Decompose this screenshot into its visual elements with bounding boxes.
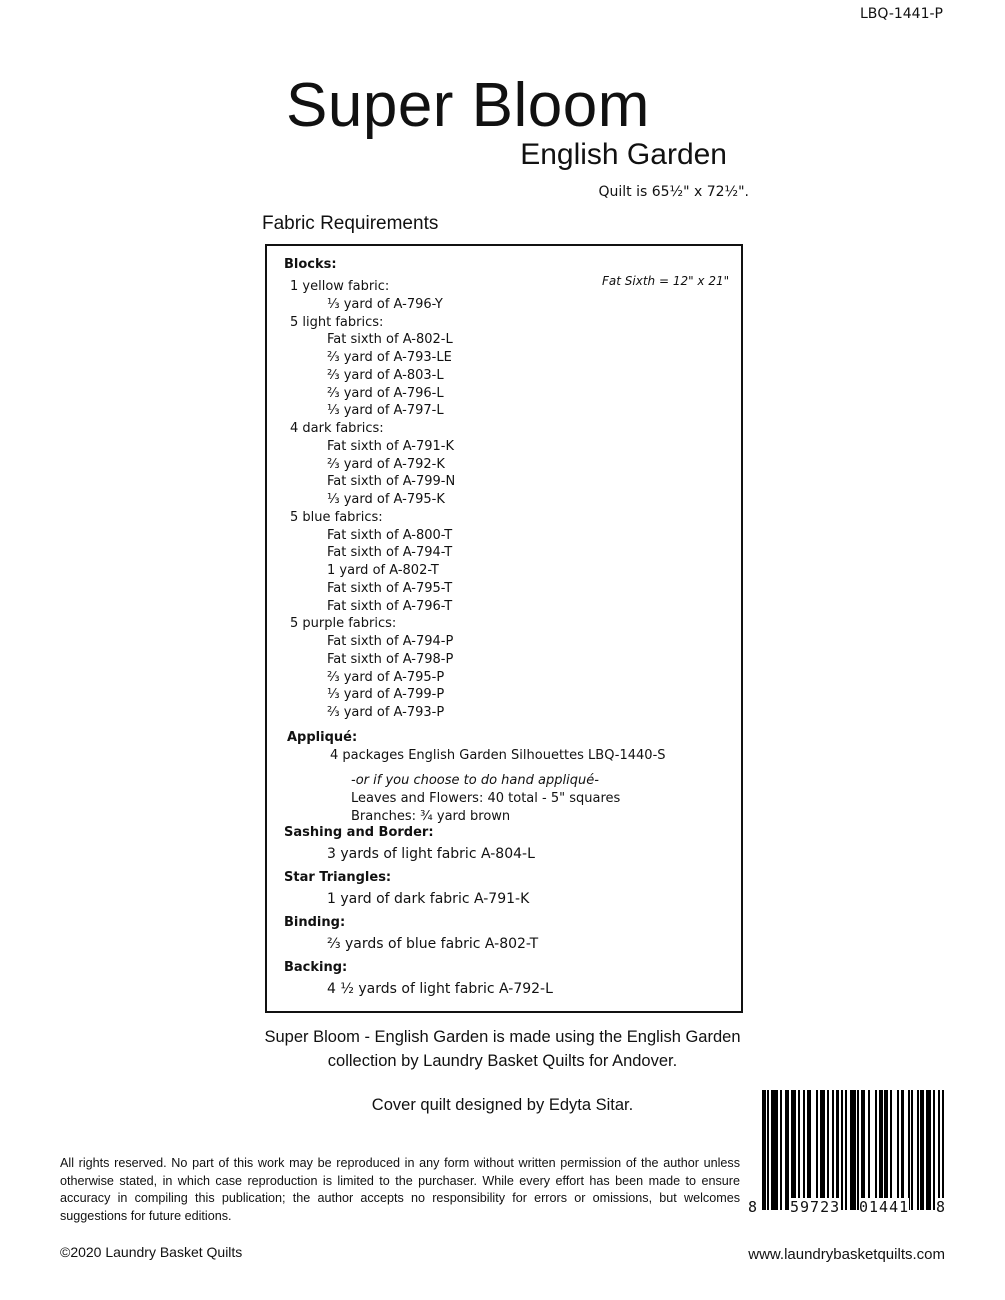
fabric-item: Fat sixth of A-791-K [327, 438, 455, 454]
fabric-group: 4 dark fabrics: [290, 421, 384, 436]
barcode-bar [868, 1090, 870, 1210]
barcode-bar [780, 1090, 782, 1210]
fabric-item: 3 yards of light fabric A-804-L [327, 846, 535, 862]
barcode-bar [933, 1090, 935, 1210]
fabric-item: ⅓ yard of A-796-Y [327, 296, 443, 312]
barcode-bar [901, 1090, 905, 1210]
barcode-bar [762, 1090, 766, 1210]
barcode-bar [875, 1090, 877, 1210]
barcode-bar [850, 1090, 855, 1210]
fabric-group: 5 purple fabrics: [290, 616, 397, 632]
barcode-bar [816, 1090, 818, 1210]
fabric-item: ⅓ yard of A-797-L [327, 403, 444, 419]
applique-alt-line: Branches: ¾ yard brown [351, 809, 511, 824]
barcode-right-digits: 01441 [859, 1198, 910, 1216]
product-code: LBQ-1441-P [860, 6, 943, 22]
barcode-bar [879, 1090, 883, 1210]
section-heading-blocks: Blocks: [284, 257, 337, 272]
barcode-bar [942, 1090, 944, 1210]
barcode-bar [832, 1090, 834, 1210]
fabric-group: 5 blue fabrics: [290, 509, 383, 525]
barcode-bar [798, 1090, 800, 1210]
barcode-bar [884, 1090, 888, 1210]
fat-sixth-note: Fat Sixth = 12" x 21" [602, 274, 730, 288]
collection-line-2: collection by Laundry Basket Quilts for Andover. [327, 1052, 678, 1070]
fabric-group: 5 light fabrics: [290, 314, 384, 330]
copyright: ©2020 Laundry Basket Quilts [60, 1244, 243, 1260]
barcode-bar [920, 1090, 924, 1210]
fabric-item: Fat sixth of A-794-T [327, 545, 453, 561]
barcode-bar [771, 1090, 778, 1210]
fabric-item: Fat sixth of A-798-P [327, 651, 454, 667]
fabric-item: ⅓ yard of A-799-P [327, 687, 445, 703]
barcode-bar [897, 1090, 899, 1210]
fabric-requirements-heading: Fabric Requirements [262, 213, 439, 234]
fabric-item: Fat sixth of A-794-P [327, 634, 454, 649]
section-heading: Binding: [284, 915, 346, 930]
barcode-bar [911, 1090, 913, 1210]
fabric-item: Fat sixth of A-799-N [327, 474, 456, 490]
applique-alt-note: -or if you choose to do hand appliqué- [351, 773, 599, 788]
barcode-bar [767, 1090, 769, 1210]
fabric-item: ⅔ yard of A-803-L [327, 367, 444, 383]
barcode-bar [917, 1090, 919, 1210]
section-heading: Sashing and Border: [284, 825, 434, 840]
barcode-bar [926, 1090, 931, 1210]
barcode-bar [807, 1090, 811, 1210]
fabric-item: ⅓ yard of A-795-K [327, 492, 445, 507]
section-heading: Star Triangles: [284, 870, 392, 885]
barcode-bar [803, 1090, 805, 1210]
fabric-group: 1 yellow fabric: [290, 279, 390, 294]
barcode-bar [938, 1090, 940, 1210]
quilt-size: Quilt is 65½" x 72½". [598, 184, 749, 200]
section-heading-applique: Appliqué: [287, 730, 358, 745]
barcode-lead-digit: 8 [748, 1198, 758, 1216]
fabric-item: Fat sixth of A-795-T [327, 580, 453, 596]
fabric-item: ⅔ yard of A-792-K [327, 456, 445, 472]
fabric-item: ⅔ yard of A-793-LE [327, 350, 452, 365]
applique-alt-line: Leaves and Flowers: 40 total - 5" squares [351, 791, 621, 806]
barcode-bar [836, 1090, 840, 1210]
barcode-bar [861, 1090, 865, 1210]
barcode-check-digit: 8 [936, 1198, 946, 1216]
fabric-item: ⅔ yard of A-796-L [327, 385, 444, 401]
fabric-requirements-box [265, 244, 743, 1013]
barcode-bars [762, 1090, 932, 1210]
barcode-bar [841, 1090, 843, 1210]
designer-credit: Cover quilt designed by Edyta Sitar. [371, 1096, 634, 1114]
collection-line-1: Super Bloom - English Garden is made using the English Garden [264, 1028, 741, 1046]
fabric-item: 1 yard of A-802-T [327, 563, 439, 578]
barcode-left-digits: 59723 [790, 1198, 841, 1216]
fabric-item: 4 ½ yards of light fabric A-792-L [327, 981, 553, 997]
applique-item: 4 packages English Garden Silhouettes LBQ-1440-S [330, 748, 666, 763]
fabric-item: 1 yard of dark fabric A-791-K [327, 891, 530, 907]
website-link[interactable]: www.laundrybasketquilts.com [748, 1246, 945, 1263]
barcode-bar [908, 1090, 910, 1210]
fabric-item: ⅔ yard of A-795-P [327, 669, 445, 685]
barcode-bar [820, 1090, 825, 1210]
barcode-bar [857, 1090, 859, 1210]
page-title: Super Bloom [286, 71, 650, 140]
fabric-item: Fat sixth of A-802-L [327, 332, 453, 348]
fabric-item: ⅔ yard of A-793-P [327, 705, 445, 720]
fabric-item: Fat sixth of A-796-T [327, 598, 453, 614]
barcode-bar [845, 1090, 847, 1210]
barcode-bar [791, 1090, 796, 1210]
fabric-item: ⅔ yards of blue fabric A-802-T [327, 936, 539, 952]
barcode-bar [827, 1090, 829, 1210]
barcode-bar [890, 1090, 892, 1210]
page-subtitle: English Garden [520, 138, 727, 171]
legal-notice: All rights reserved. No part of this work may be reproduced in any form without written permission of the author unless otherwise stated, in which case reproduction is limited to the purchaser. While every effort has been made to ensure accuracy in compiling this publication; the author accepts no responsibility for errors or omissions, but welcomes suggestions for future editions. [60, 1156, 740, 1223]
barcode [748, 1088, 948, 1228]
fabric-item: Fat sixth of A-800-T [327, 527, 453, 543]
section-heading: Backing: [284, 960, 348, 975]
barcode-bar [785, 1090, 789, 1210]
